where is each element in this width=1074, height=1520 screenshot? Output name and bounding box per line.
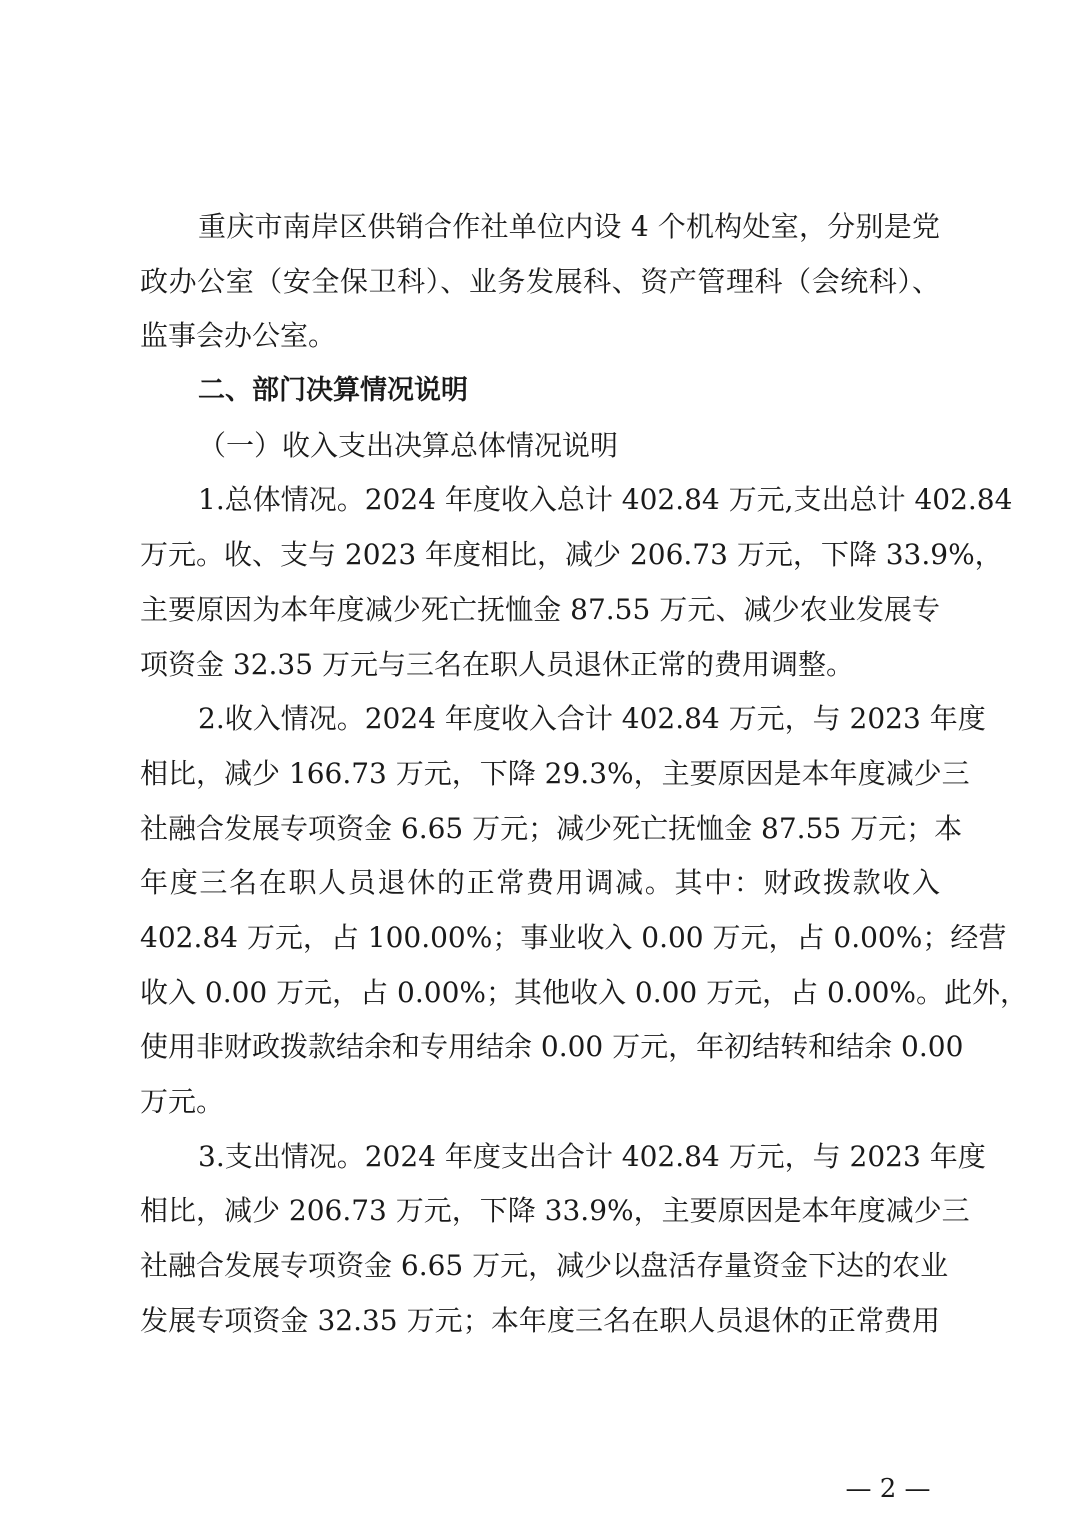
page-number: — 2 — (845, 1474, 931, 1504)
paragraph-line: 重庆市南岸区供销合作社单位内设 4 个机构处室，分别是党 (198, 210, 940, 243)
paragraph-line: 402.84 万元，占 100.00%；事业收入 0.00 万元，占 0.00%；经营 (140, 920, 1007, 954)
paragraph-line: 收入 0.00 万元，占 0.00%；其他收入 0.00 万元，占 0.00%。此外， (140, 975, 1028, 1009)
paragraph-line: 相比，减少 166.73 万元，下降 29.3%，主要原因是本年度减少三 (140, 756, 970, 790)
paragraph-line: 发展专项资金 32.35 万元；本年度三名在职人员退休的正常费用 (140, 1303, 940, 1337)
subsection-heading: （一）收入支出决算总体情况说明 (198, 428, 619, 462)
paragraph-line: 使用非财政拨款结余和专用结余 0.00 万元，年初结转和结余 0.00 (140, 1030, 964, 1064)
paragraph-line: 万元。 (140, 1085, 225, 1118)
paragraph-line: 年度三名在职人员退休的正常费用调减。其中：财政拨款收入 (140, 866, 940, 900)
paragraph-line: 项资金 32.35 万元与三名在职人员退休正常的费用调整。 (140, 647, 854, 681)
document-body (140, 200, 1028, 1348)
paragraph-line: 监事会办公室。 (140, 319, 337, 353)
paragraph-line: 社融合发展专项资金 6.65 万元，减少以盘活存量资金下达的农业 (140, 1249, 949, 1283)
paragraph-line: 社融合发展专项资金 6.65 万元；减少死亡抚恤金 87.55 万元；本 (140, 811, 963, 845)
section-heading: 二、部门决算情况说明 (198, 375, 468, 407)
paragraph-line: 3.支出情况。2024 年度支出合计 402.84 万元，与 2023 年度 (198, 1139, 986, 1173)
paragraph-line: 政办公室（安全保卫科）、业务发展科、资产管理科（会统科）、 (140, 264, 940, 298)
paragraph-line: 主要原因为本年度减少死亡抚恤金 87.55 万元、减少农业发展专 (140, 592, 940, 626)
paragraph-line: 2.收入情况。2024 年度收入合计 402.84 万元，与 2023 年度 (198, 702, 986, 736)
paragraph-line: 相比，减少 206.73 万元，下降 33.9%，主要原因是本年度减少三 (140, 1194, 970, 1228)
paragraph-line: 1.总体情况。2024 年度收入总计 402.84 万元,支出总计 402.84 (198, 483, 1013, 517)
paragraph-line: 万元。收、支与 2023 年度相比，减少 206.73 万元，下降 33.9%， (140, 538, 1003, 572)
